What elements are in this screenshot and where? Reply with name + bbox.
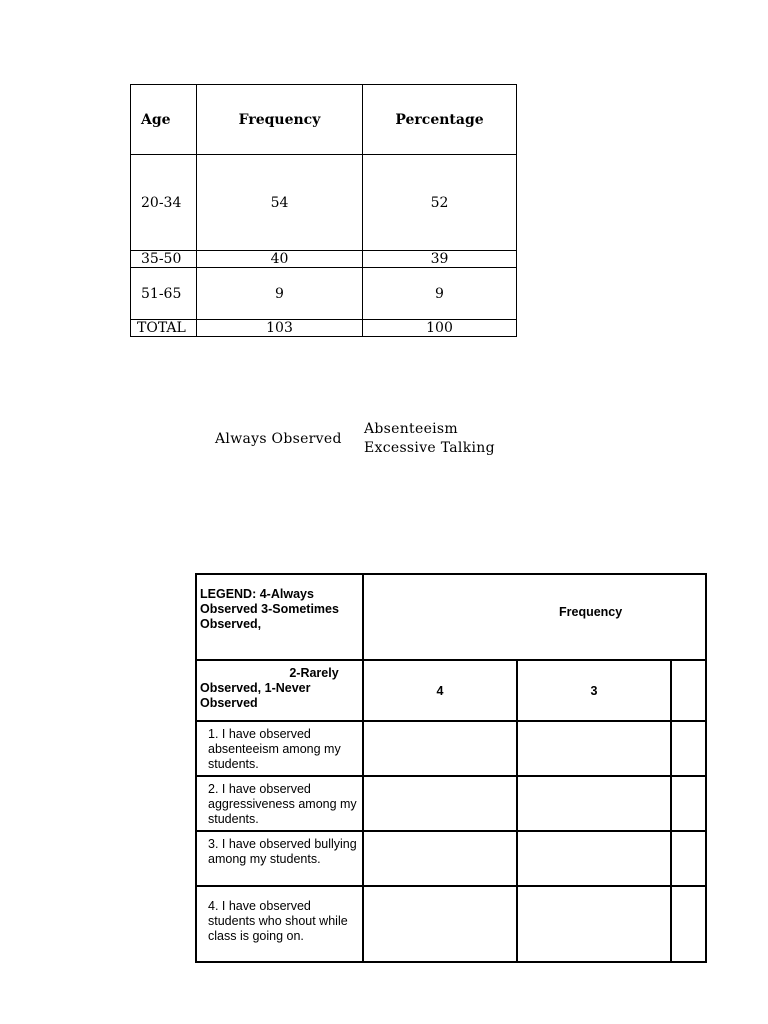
frequency-3-cell	[517, 776, 671, 831]
question-cell: 4. I have observed students who shout while class is going on.	[196, 886, 363, 962]
percentage-total-cell: 100	[363, 320, 517, 337]
question-cell: 3. I have observed bullying among my students.	[196, 831, 363, 886]
frequency-3-cell	[517, 886, 671, 962]
frequency-total-cell: 103	[197, 320, 363, 337]
clipped-cell	[671, 660, 706, 721]
frequency-cell: 54	[197, 155, 363, 251]
legend-label: LEGEND	[200, 587, 253, 601]
age-frequency-table	[130, 84, 517, 337]
table-row	[131, 155, 517, 251]
observed-behaviors-list	[364, 420, 495, 458]
table-header-row	[131, 85, 517, 155]
frequency-header: Frequency	[197, 85, 363, 155]
behavior-item: Excessive Talking	[364, 440, 495, 456]
frequency-4-cell	[363, 886, 517, 962]
percentage-cell: 52	[363, 155, 517, 251]
percentage-cell: 39	[363, 251, 517, 268]
age-header: Age	[131, 85, 197, 155]
frequency-cell: 9	[197, 268, 363, 320]
frequency-3-cell	[517, 721, 671, 776]
frequency-header: Frequency	[559, 605, 623, 619]
scale-3-header: 3	[517, 660, 671, 721]
table-row	[196, 776, 706, 831]
frequency-4-cell	[363, 721, 517, 776]
percentage-header: Percentage	[363, 85, 517, 155]
question-cell: 2. I have observed aggressiveness among my students.	[196, 776, 363, 831]
question-cell: 1. I have observed absenteeism among my students.	[196, 721, 363, 776]
always-observed-label: Always Observed	[215, 431, 342, 447]
legend-row	[196, 574, 706, 660]
table-row	[196, 831, 706, 886]
legend-text: : 4-Always Observed 3-Sometimes Observed,	[200, 587, 339, 631]
clipped-cell	[671, 886, 706, 962]
table-row	[196, 886, 706, 962]
frequency-header-cell	[363, 574, 706, 660]
behavior-item: Absenteeism	[364, 421, 458, 437]
clipped-cell	[671, 831, 706, 886]
observation-table-container	[195, 573, 641, 943]
frequency-3-cell	[517, 831, 671, 886]
age-cell: 51-65	[131, 268, 197, 320]
observation-frequency-table	[195, 573, 707, 963]
frequency-4-cell	[363, 776, 517, 831]
clipped-cell	[671, 721, 706, 776]
legend-cell-continued	[196, 660, 363, 721]
table-row	[131, 320, 517, 337]
clipped-cell	[671, 776, 706, 831]
total-label-cell: TOTAL	[131, 320, 197, 337]
frequency-cell: 40	[197, 251, 363, 268]
percentage-cell: 9	[363, 268, 517, 320]
table-row	[131, 268, 517, 320]
scale-header-row	[196, 660, 706, 721]
age-cell: 35-50	[131, 251, 197, 268]
legend-text-bottom: Observed, 1-Never Observed	[200, 681, 311, 710]
legend-cell	[196, 574, 363, 660]
age-cell: 20-34	[131, 155, 197, 251]
table-row	[196, 721, 706, 776]
table-row	[131, 251, 517, 268]
scale-4-header: 4	[363, 660, 517, 721]
frequency-4-cell	[363, 831, 517, 886]
legend-rarely-text: 2-Rarely	[289, 666, 339, 680]
